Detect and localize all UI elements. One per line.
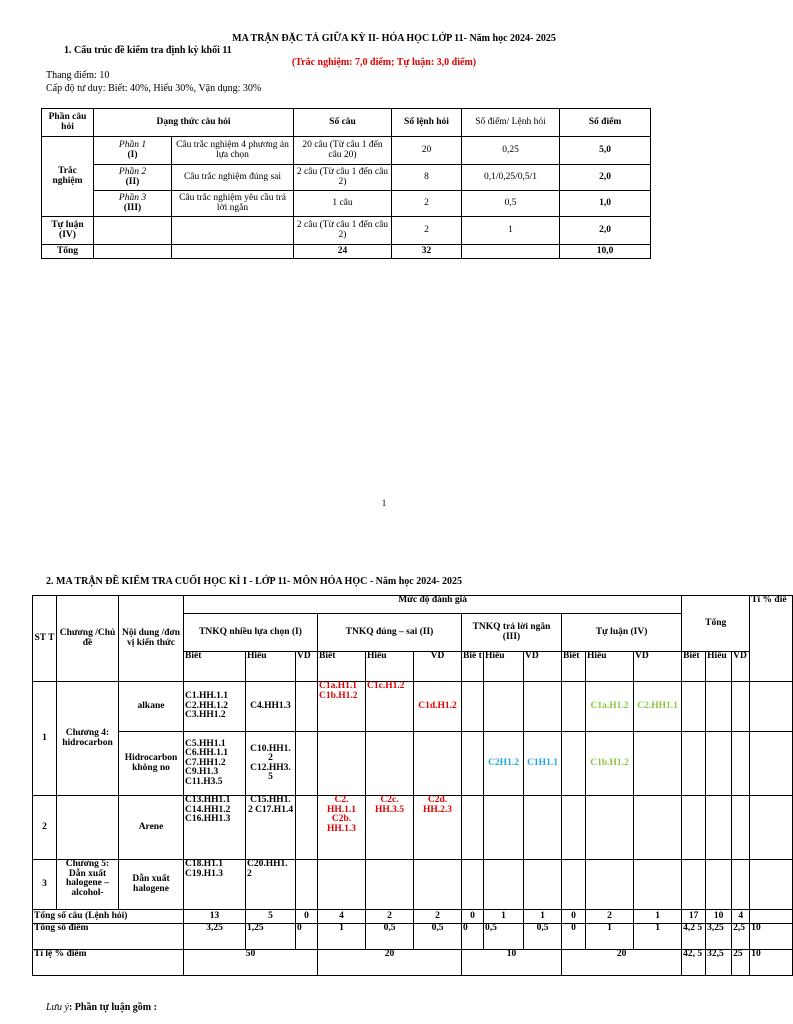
header-vd: VD [296,652,318,682]
row-stt: 2 [33,796,57,860]
group-multiple-choice: Trắc nghiệm [42,137,94,217]
content-name: Hidrocarbon không no [119,732,184,796]
empty-cell [750,796,793,860]
header-commands: Số lệnh hỏi [392,109,462,137]
question-count: 2 câu (Từ câu 1 đến câu 2) [294,217,392,245]
header-biet: Biết [184,652,246,682]
tf-vd-codes: C2d. HH.2.3 [414,796,462,860]
cmd-total-value [750,910,793,924]
empty-cell [524,682,562,732]
score-total-value: 0 [296,924,318,950]
short-hieu-codes: C2H1.2 [484,732,524,796]
empty-cell [586,796,634,860]
empty-cell [524,860,562,910]
empty-cell [750,860,793,910]
empty-cell [682,682,706,732]
empty-cell [172,245,294,259]
empty-cell [296,682,318,732]
row-label-command-total: Tổng số câu (Lệnh hỏi) [33,910,184,924]
mcq-biet-codes: C18.H1.1 C19.H1.3 [184,860,246,910]
table-row [33,796,793,860]
header-biet: Biết [562,652,586,682]
essay-hieu-codes: C1b.H1.2 [586,732,634,796]
row-stt: 1 [33,682,57,796]
score-distribution-note: (Trắc nghiệm: 7,0 điểm; Tự luận: 3,0 điểm) [291,57,477,68]
row-label-score-total: Tổng số điểm [33,924,184,950]
score-total-value: 0 [462,924,484,950]
cmd-total-value: 5 [246,910,296,924]
table-row [33,682,793,732]
cmd-total-value: 2 [366,910,414,924]
part-roman: (II) [125,176,140,187]
total-score: 10,0 [560,245,651,259]
points-per-command: 1 [462,217,560,245]
empty-cell [318,732,366,796]
empty-cell [732,682,750,732]
table-row [33,910,793,924]
ratio-group-essay: 20 [562,950,682,976]
empty-cell [562,860,586,910]
score-total-value: 1 [586,924,634,950]
score-total-value: 2,5 [732,924,750,950]
empty-cell [562,732,586,796]
cmd-total-value: 1 [524,910,562,924]
score-total-value: 0,5 [524,924,562,950]
table-row [42,245,651,259]
format-desc: Câu trắc nghiệm yêu cầu trả lời ngắn [172,191,294,217]
header-biet: Biế t [462,652,484,682]
header-part: Phần câu hỏi [42,109,94,137]
score: 2,0 [560,217,651,245]
ratio-group-true-false: 20 [318,950,462,976]
points-per-command: 0,5 [462,191,560,217]
tf-biet-codes: C2. HH.1.1 C2b. HH.1.3 [318,796,366,860]
table-row [33,596,793,614]
empty-cell [318,860,366,910]
header-hieu: Hiểu [586,652,634,682]
table-row [42,217,651,245]
score: 1,0 [560,191,651,217]
score-total-value: 10 [750,924,793,950]
header-chapter: Chương /Chủ đề [57,596,119,682]
points-per-command: 0,1/0,25/0,5/1 [462,165,560,191]
ratio-group-mcq: 50 [184,950,318,976]
cmd-total-value: 13 [184,910,246,924]
mcq-biet-codes: C13.HH1.1 C14.HH1.2 C16.HH1.3 [184,796,246,860]
footnote [46,1002,157,1013]
cmd-total-value: 0 [462,910,484,924]
empty-cell [634,796,682,860]
total-count: 24 [294,245,392,259]
empty-cell [484,682,524,732]
part-label: Phần 3 [118,192,147,203]
content-name: alkane [119,682,184,732]
empty-cell [296,796,318,860]
score-total-value: 1 [318,924,366,950]
header-ratio: Tỉ % điể [750,596,793,682]
empty-cell [366,860,414,910]
header-format: Dạng thức câu hỏi [94,109,294,137]
cmd-total-value: 0 [296,910,318,924]
score-total-value: 0,5 [484,924,524,950]
table-row [42,137,651,165]
score-total-value: 0,5 [366,924,414,950]
empty-cell [462,860,484,910]
content-name: Arene [119,796,184,860]
part-cell [94,191,172,217]
empty-cell [462,682,484,732]
essay-label: Tự luận (IV) [42,217,94,245]
header-total-vd: VD [732,652,750,682]
empty-cell [706,732,732,796]
empty-cell [414,732,462,796]
part-cell [94,165,172,191]
empty-cell [682,860,706,910]
header-content: Nội dung /đơn vị kiến thức [119,596,184,682]
empty-cell [414,860,462,910]
part-label: Phần 1 [118,139,147,150]
header-group-essay: Tự luận (IV) [562,614,682,652]
score-total-value: 0 [562,924,586,950]
question-count: 1 câu [294,191,392,217]
ratio-group-short-answer: 10 [462,950,562,976]
header-count: Số câu [294,109,392,137]
format-desc: Câu trắc nghiệm đúng sai [172,165,294,191]
section-2-heading: 2. MA TRẬN ĐỀ KIỂM TRA CUỐI HỌC KÌ I - LỚP 11- MÔN HÓA HỌC - Năm học 2024- 2025 [46,576,463,587]
header-hieu: Hiểu [246,652,296,682]
score-total-value: 1,25 [246,924,296,950]
empty-cell [462,245,560,259]
empty-cell [634,732,682,796]
empty-cell [586,860,634,910]
empty-cell [634,860,682,910]
table-row [33,924,793,950]
empty-cell [750,732,793,796]
footnote-label: Lưu ý [46,1002,69,1013]
score: 2,0 [560,165,651,191]
cmd-total-value: 4 [732,910,750,924]
header-total-hieu: Hiểu [706,652,732,682]
table-row [42,109,651,137]
empty-cell [462,732,484,796]
mcq-hieu-codes: C20.HH1. 2 [246,860,296,910]
header-stt: ST T [33,596,57,682]
total-commands: 32 [392,245,462,259]
essay-vd-codes: C2.HH1.1 [634,682,682,732]
cmd-total-value: 0 [562,910,586,924]
header-vd: VD [414,652,462,682]
header-vd: VD [524,652,562,682]
empty-cell [732,860,750,910]
cmd-total-value: 1 [484,910,524,924]
cmd-total-value: 2 [414,910,462,924]
grading-scale: Thang điểm: 10 [46,70,110,81]
cmd-total-value: 2 [586,910,634,924]
header-total-biet: Biết [682,652,706,682]
cognitive-levels: Cấp độ tư duy: Biết: 40%, Hiểu 30%, Vận dụng: 30% [46,83,262,94]
exam-matrix-table [32,595,793,976]
empty-cell [484,796,524,860]
structure-table [41,108,651,259]
table-row [33,860,793,910]
tf-hieu-codes: C2c. HH.3.5 [366,796,414,860]
row-stt: 3 [33,860,57,910]
content-name: Dẫn xuất halogene [119,860,184,910]
footnote-text: : Phần tự luận gồm : [68,1002,157,1013]
format-desc: Câu trắc nghiệm 4 phương án lựa chọn [172,137,294,165]
part-label: Phần 2 [118,166,147,177]
table-row [42,165,651,191]
mcq-hieu-codes: C15.HH1. 2 C17.H1.4 [246,796,296,860]
header-group-mcq: TNKQ nhiều lựa chọn (I) [184,614,318,652]
row-label-ratio: Tỉ lệ % điểm [33,950,184,976]
score: 5,0 [560,137,651,165]
command-count: 8 [392,165,462,191]
header-biet: Biết [318,652,366,682]
mcq-biet-codes: C5.HH1.1 C6.HH.1.1 C7.HH1.2 C9.H1.3 C11.H3.5 [184,732,246,796]
header-group-short-answer: TNKQ trả lời ngắn (III) [462,614,562,652]
cmd-total-value: 4 [318,910,366,924]
mcq-hieu-codes: C10.HH1. 2 C12.HH3. 5 [246,732,296,796]
header-vd: VD [634,652,682,682]
command-count: 2 [392,191,462,217]
chapter-name: Chương 5: Dẫn xuất halogene – alcohol- [57,860,119,910]
score-total-value: 3,25 [706,924,732,950]
ratio-total-all: 10 [750,950,793,976]
empty-cell [296,732,318,796]
tf-vd-codes: C1d.H1.2 [414,682,462,732]
score-total-value: 3,25 [184,924,246,950]
empty-cell [94,217,172,245]
short-vd-codes: C1H1.1 [524,732,562,796]
empty-cell [562,682,586,732]
cmd-total-value: 10 [706,910,732,924]
ratio-total-vd: 25 [732,950,750,976]
mcq-hieu-codes: C4.HH1.3 [246,682,296,732]
command-count: 2 [392,217,462,245]
empty-cell [172,217,294,245]
part-roman: (I) [127,149,138,160]
score-total-value: 1 [634,924,682,950]
essay-hieu-codes: C1a.H1.2 [586,682,634,732]
ratio-total-biet: 42, 5 [682,950,706,976]
empty-cell [732,796,750,860]
empty-cell [366,732,414,796]
part-cell [94,137,172,165]
empty-cell [562,796,586,860]
empty-cell [706,860,732,910]
empty-cell [682,732,706,796]
score-total-value: 4,2 5 [682,924,706,950]
header-hieu: Hiểu [484,652,524,682]
page-number: 1 [381,498,387,508]
empty-cell [732,732,750,796]
header-total: Tổng [682,596,750,652]
chapter-name: Chương 4: hidrocarbon [57,682,119,796]
tf-biet-codes: C1a.H1.1 C1b.H1.2 [318,682,366,732]
header-hieu: Hiểu [366,652,414,682]
part-roman: (III) [123,202,142,213]
empty-cell [706,682,732,732]
empty-cell [750,682,793,732]
empty-cell [94,245,172,259]
header-assessment-level: Mức độ đánh giá [184,596,682,614]
empty-cell [682,796,706,860]
empty-cell [462,796,484,860]
table-row [42,191,651,217]
document-title: MA TRẬN ĐẶC TẢ GIỮA KỲ II- HÓA HỌC LỚP 11- Năm học 2024- 2025 [232,33,556,44]
mcq-biet-codes: C1.HH.1.1 C2.HH.1.2 C3.HH1.2 [184,682,246,732]
empty-cell [57,796,119,860]
total-label: Tổng [42,245,94,259]
empty-cell [524,796,562,860]
table-row [33,950,793,976]
header-points-per-command: Số điểm/ Lệnh hỏi [462,109,560,137]
tf-hieu-codes: C1c.H1.2 [366,682,414,732]
header-score: Số điểm [560,109,651,137]
points-per-command: 0,25 [462,137,560,165]
header-group-true-false: TNKQ đúng – sai (II) [318,614,462,652]
question-count: 20 câu (Từ câu 1 đến câu 20) [294,137,392,165]
question-count: 2 câu (Từ câu 1 đến câu 2) [294,165,392,191]
section-1-heading: 1. Cấu trúc đề kiểm tra định kỳ khối 11 [64,45,232,56]
score-total-value: 0,5 [414,924,462,950]
cmd-total-value: 1 [634,910,682,924]
empty-cell [706,796,732,860]
ratio-total-hieu: 32,5 [706,950,732,976]
command-count: 20 [392,137,462,165]
empty-cell [296,860,318,910]
table-row [33,732,793,796]
cmd-total-value: 17 [682,910,706,924]
empty-cell [484,860,524,910]
